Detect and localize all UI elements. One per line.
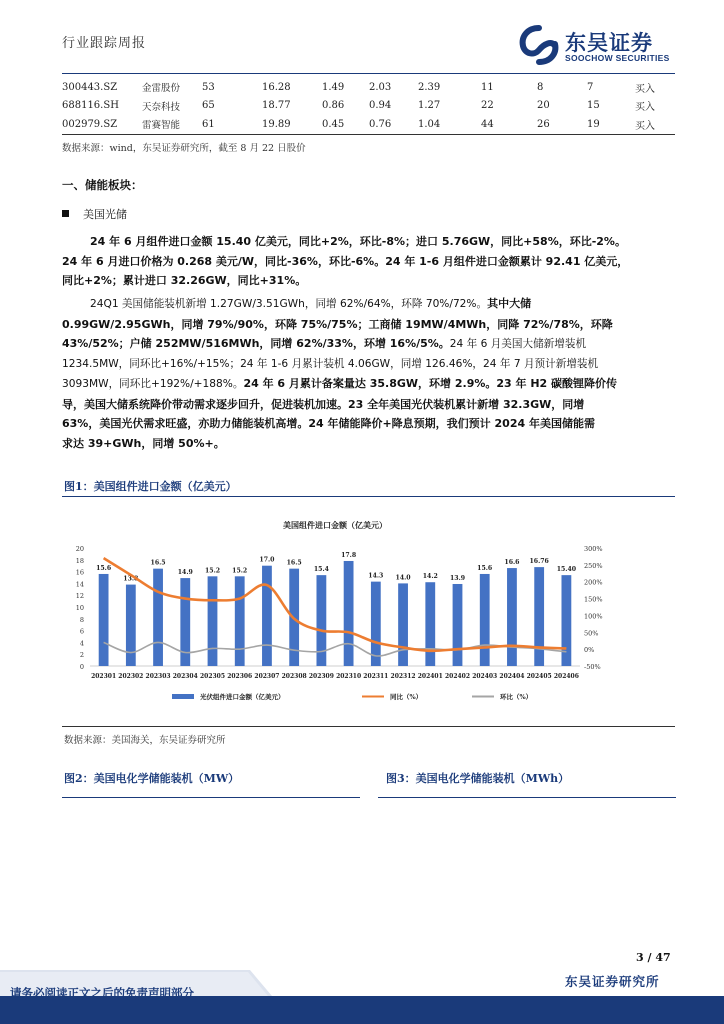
table-row [62,97,675,116]
table-cell: 2.39 [418,81,441,93]
x-tick-label: 202311 [363,673,389,680]
table-cell: 0.86 [322,100,345,112]
table-cell: 53 [202,81,215,93]
bar [534,567,544,666]
table-cell: 0.94 [369,100,392,112]
para2-line3 [62,334,678,355]
bar-value-label: 14.2 [422,573,438,581]
bar [235,576,245,666]
y-left-tick-label: 18 [75,556,84,565]
bar-value-label: 14.0 [395,574,411,582]
y-left-tick-label: 6 [79,627,84,636]
x-tick-label: 202401 [417,673,443,680]
x-tick-label: 202301 [91,673,117,680]
table-cell: 2.03 [369,81,392,93]
y-left-tick-label: 8 [79,615,84,624]
table-cell: 0.45 [322,118,345,130]
table-cell: 61 [202,118,215,130]
bar-value-label: 14.9 [177,569,193,577]
soochow-logo-icon [517,25,561,65]
para1-line2: 24 年 6 月进口价格为 0.268 美元/W，同比-36%，环比-6%。24 年 1-6 月组件进口金额累计 92.41 亿美元， [62,254,629,268]
paragraph-module-imports [62,232,678,291]
table-row [62,78,675,97]
bullet-text: 美国光储 [83,208,127,221]
para2-line4: 1234.5MW，同环比+16%/+15%；24 年 1-6 月累计装机 4.06GW，同增 126.46%，24 年 7 月预计新增装机 [62,357,599,370]
para1-line3: 同比+2%；累计进口 32.26GW，同比+31%。 [62,274,307,287]
table-cell: 002979.SZ [62,118,118,130]
logo-chinese-name: 东吴证券 [565,31,653,55]
x-tick-label: 202312 [390,673,416,680]
legend-label: 环比（%） [500,693,533,701]
y-left-tick-label: 16 [75,568,84,577]
para2-line3-bold: 43%/52%；户储 252MW/516MWh，同增 62%/33%，环增 16%/5%。 [62,337,450,350]
y-right-tick-label: 300% [584,545,603,553]
table-cell: 买入 [635,120,655,132]
chart-title: 美国组件进口金额（亿美元） [283,520,387,530]
bar [398,583,408,666]
brand-logo [517,25,677,65]
x-tick-label: 202302 [118,673,144,680]
para2-line1-normal: 24Q1 美国储能装机新增 1.27GW/3.51GWh，同增 62%/64%，环降 70%/72%。 [90,298,488,310]
table-cell: 1.27 [418,100,441,112]
y-left-tick-label: 4 [79,639,84,648]
x-tick-label: 202305 [199,673,226,680]
x-tick-label: 202310 [336,673,362,680]
x-tick-label: 202308 [281,673,307,680]
para2-line7: 63%，美国光伏需求旺盛，亦助力储能装机高增。24 年储能降价+降息预期，我们预计 2024 年美国储能需 [62,417,595,430]
page-number: 3 / 47 [636,951,671,964]
figure3-title: 图3：美国电化学储能装机（MWh） [386,772,570,785]
figure2-rule [62,797,360,798]
para2-line2: 0.99GW/2.95GWh，同增 79%/90%，环降 75%/75%；工商储 19MW/4MWh，同降 72%/78%，环降 [62,317,613,331]
bar-value-label: 15.40 [556,566,577,574]
table-cell: 0.76 [369,118,392,130]
bar-value-label: 16.6 [504,559,520,567]
bar [126,585,136,666]
figure3-rule [378,797,676,798]
bar-value-label: 15.6 [96,564,112,572]
bar-value-label: 16.5 [286,559,302,567]
table-cell: 1.04 [418,118,441,130]
table-cell: 买入 [635,83,655,95]
y-right-tick-label: 50% [584,629,599,638]
module-import-chart [62,500,677,722]
para2-line1-bold: 其中大储 [487,297,532,310]
mom-series-line [104,642,567,656]
x-tick-label: 202402 [444,673,471,680]
footer-disclaimer: 请务必阅读正文之后的免责声明部分 [10,986,194,1000]
logo-english-name: SOOCHOW SECURITIES [565,53,670,63]
para2-line8: 求达 39+GWh，同增 50%+。 [62,436,225,450]
bar [262,566,272,666]
bar [153,569,163,666]
table-cell: 16.28 [262,81,291,93]
header-divider [62,73,675,74]
x-tick-label: 202406 [553,673,579,680]
x-tick-label: 202307 [254,673,280,680]
table-cell: 22 [481,100,494,112]
y-left-tick-label: 2 [79,651,84,660]
x-tick-label: 202304 [172,673,198,680]
table-cell: 7 [587,81,594,93]
y-right-tick-label: -50% [584,663,601,671]
y-left-tick-label: 14 [75,580,84,589]
para2-line3-normal: 24 年 6 月美国大储新增装机 [449,338,587,350]
y-right-tick-label: 200% [584,578,603,587]
bar-value-label: 14.3 [368,572,384,580]
para1-line1: 24 年 6 月组件进口金额 15.40 亿美元，同比+2%，环比-8%；进口 5.76GW，同比+58%，环比-2%。 [90,235,626,248]
stock-rating-table [62,78,675,134]
table-cell: 买入 [635,102,655,114]
chart-svg [62,500,677,722]
bar-value-label: 17.8 [341,551,357,559]
table-bottom-rule [62,134,675,135]
bar-value-label: 13.8 [123,575,139,583]
y-left-tick-label: 0 [79,663,84,671]
bar-value-label: 13.9 [449,574,466,582]
square-bullet-icon [62,210,69,217]
para2-line1 [62,294,678,315]
bar-value-label: 17.0 [259,556,275,564]
x-tick-label: 202403 [472,673,498,680]
figure1-title: 图1：美国组件进口金额（亿美元） [64,480,237,493]
x-tick-label: 202405 [526,673,552,680]
y-right-tick-label: 0% [584,646,595,655]
y-left-tick-label: 20 [75,545,84,553]
bar [425,582,435,666]
bar [99,574,109,666]
footer-org-name: 东吴证券研究所 [565,974,660,989]
table-row [62,115,675,134]
paragraph-storage-installs [62,294,678,453]
table-cell: 300443.SZ [62,81,118,93]
bar [507,568,517,666]
figure2-title: 图2：美国电化学储能装机（MW） [64,772,240,785]
table-cell: 雷赛智能 [142,120,181,132]
section-title: 一、储能板块： [62,178,143,192]
figure1-bottom-rule [62,726,675,727]
y-left-tick-label: 10 [75,604,84,612]
table-cell: 19.89 [262,118,291,130]
bar-value-label: 15.2 [204,567,221,575]
bar [453,584,463,666]
bar-value-label: 15.2 [232,567,248,575]
bar [344,561,354,666]
table-cell: 金雷股份 [142,83,181,95]
legend-label: 光伏组件进口金额（亿美元） [200,693,285,701]
y-right-tick-label: 250% [584,561,603,570]
table-source-note: 数据来源：wind，东吴证券研究所，截至 8 月 22 日股价 [62,143,306,154]
table-cell: 18.77 [262,100,291,112]
figure1-top-rule [62,496,675,497]
bar [561,575,571,666]
bar [371,582,381,666]
legend-label: 同比（%） [390,693,423,701]
bar [480,574,490,666]
table-cell: 20 [537,100,550,112]
x-tick-label: 202306 [227,673,253,680]
table-cell: 26 [537,118,550,130]
bar [208,576,218,666]
x-tick-label: 202309 [308,673,334,680]
para2-line6: 导，美国大储系统降价带动需求逐步回升，促进装机加速。23 全年美国光伏装机累计新增 32.3GW，同增 [62,397,585,411]
table-cell: 8 [537,81,544,93]
legend-swatch-bar [172,694,194,699]
table-cell: 11 [481,81,494,93]
table-cell: 天奈科技 [142,101,181,113]
para2-line5-bold: 24 年 6 月累计备案量达 35.8GW，环增 2.9%。23 年 H2 碳酸锂降价传 [243,377,618,390]
yoy-series-line [104,558,567,651]
para2-line5 [62,374,678,395]
y-right-tick-label: 150% [584,595,603,604]
table-cell: 44 [481,118,494,130]
figure1-source-note: 数据来源：美国海关，东吴证券研究所 [64,735,226,746]
x-tick-label: 202303 [145,673,171,680]
bar-value-label: 16.5 [150,559,166,567]
bar-value-label: 15.4 [313,566,329,574]
x-tick-label: 202404 [499,673,525,680]
table-cell: 65 [202,100,215,112]
table-cell: 19 [587,118,600,130]
table-cell: 15 [587,100,600,112]
y-right-tick-label: 100% [584,612,603,621]
table-cell: 688116.SH [62,100,119,112]
bullet-heading [62,206,127,222]
report-type-label: 行业跟踪周报 [62,36,147,51]
y-left-tick-label: 12 [75,592,84,601]
bar-value-label: 16.76 [529,558,549,566]
para2-line5-normal: 3093MW，同环比+192%/+188%。 [62,378,244,390]
table-cell: 1.49 [322,81,345,93]
bar-value-label: 15.6 [477,564,493,572]
